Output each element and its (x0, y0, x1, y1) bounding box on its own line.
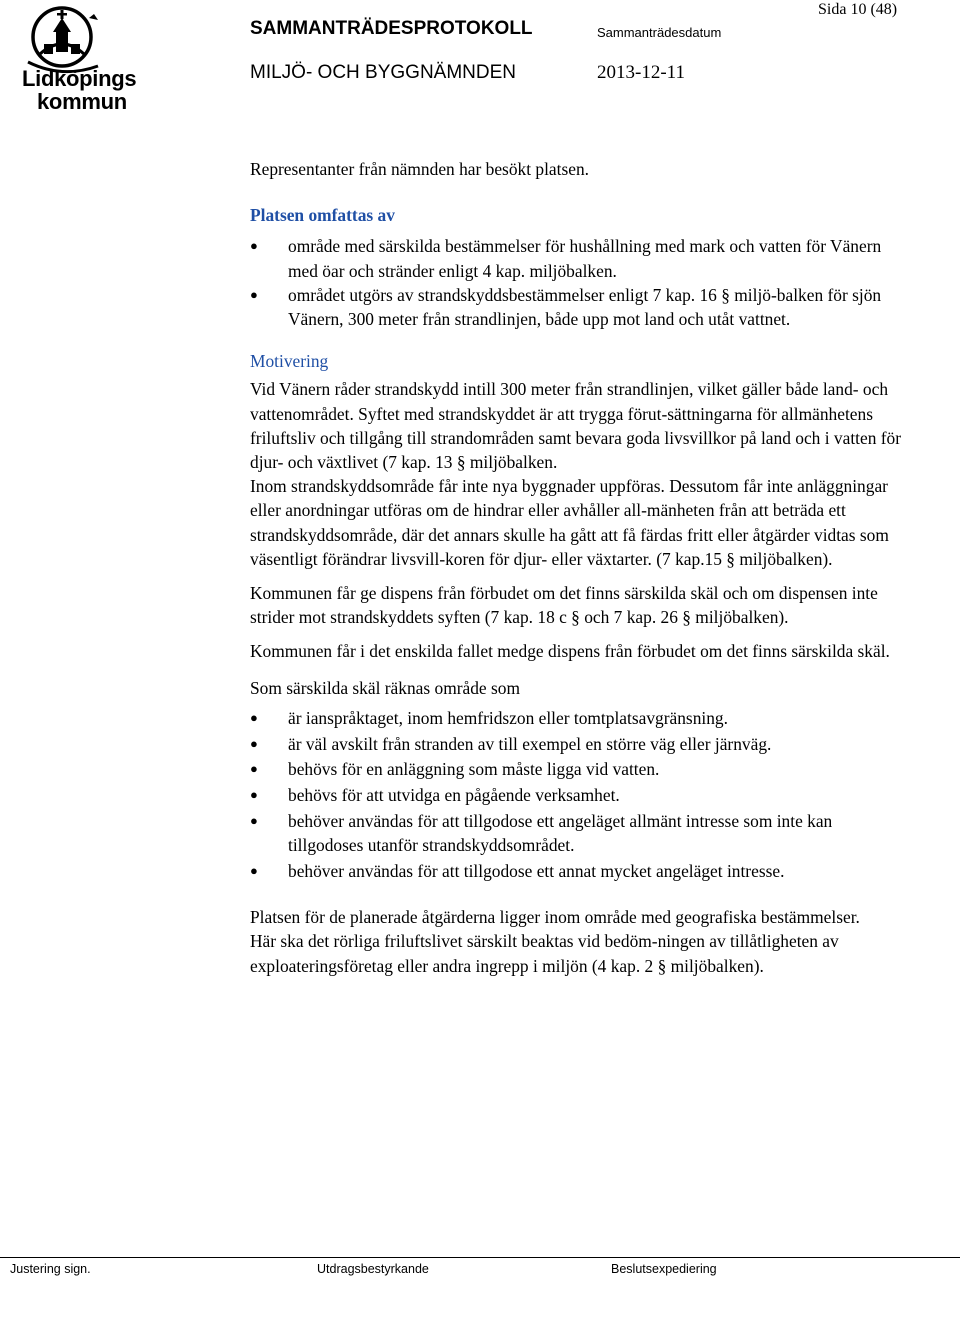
list-item: ● område med särskilda bestämmelser för hushållning med mark och vatten för Vänern med öar och stränder enligt 4 kap. miljöbalken. (250, 236, 882, 281)
motivation-heading: Motivering (250, 351, 329, 372)
page-number: Sida 10 (48) (818, 1, 898, 18)
reasons-list (250, 706, 910, 883)
logo-text-line1: Lidköpings (22, 66, 137, 91)
scope-heading: Platsen omfattas av (250, 205, 395, 226)
bullet-icon: ● (250, 863, 258, 879)
motivation-paragraph: Kommunen får i det enskilda fallet medge dispens från förbudet om det finns särskilda skäl. (250, 641, 890, 662)
scope-list (250, 234, 910, 331)
list-item: ● området utgörs av strandskyddsbestämmelser enligt 7 kap. 16 § miljö-balken för sjön Vänern, 300 meter från strandlinjen, både upp mot land och utåt vattnet. (250, 284, 882, 330)
meeting-date-label: Sammanträdesdatum (597, 25, 722, 40)
motivation-paragraph: Kommunen får ge dispens från förbudet om det finns särskilda skäl och om dispensen inte strider mot strandskyddets syften (7 kap. 18 c § och 7 kap. 26 § miljöbalken). (250, 583, 878, 628)
committee-name: MILJÖ- OCH BYGGNÄMNDEN (250, 62, 517, 83)
list-item: ● är ianspråktaget, inom hemfridszon eller tomtplatsavgränsning. (250, 706, 910, 730)
footer-dispatch-label: Beslutsexpediering (611, 1262, 717, 1276)
list-item: ● behöver användas för att tillgodose ett angeläget allmänt intresse som inte kan tillgodoses utanför strandskyddsområdet. (250, 811, 833, 856)
bullet-icon: ● (250, 735, 258, 751)
footer-sign-label: Justering sign. (10, 1262, 91, 1276)
intro-paragraph: Representanter från nämnden har besökt platsen. (250, 159, 589, 179)
bullet-icon: ● (250, 286, 258, 302)
document-title: SAMMANTRÄDESPROTOKOLL (250, 18, 533, 39)
motivation-paragraph: Vid Vänern råder strandskydd intill 300 meter från strandlinjen, vilket gäller både land- och vattenområdet. Syftet med strandskyddet är att trygga förut-sättningarna för allmänhetens friluftsliv och tillgång till strandområden samt bevara goda livsvillkor på land och i vatten för djur- och växtlivet (7 kap. 13 § miljöbalken. (250, 379, 902, 473)
conclusion-paragraph: Platsen för de planerade åtgärderna ligger inom område med geografiska bestämmelser. Här ska det rörliga friluftslivet särskilt beaktas vid bedöm-ningen av tillåtligheten av exploateringsföretag eller andra ingrepp i miljön (4 kap. 2 § miljöbalken). (250, 907, 860, 976)
document-body (250, 157, 910, 978)
motivation-paragraph: Inom strandskyddsområde får inte nya byggnader uppföras. Dessutom får inte anläggningar eller anordningar utföras om de hindrar eller avhåller all-mänheten från att beträda ett strandskyddsområde, där det annars skulle ha gått att få färdas fritt eller åtgärder vidtas som väsentligt förändrar livsvill-koren för djur- eller växtarter. (7 kap.15 § miljöbalken). (250, 476, 889, 569)
list-item: ● behöver användas för att tillgodose ett annat mycket angeläget intresse. (250, 859, 910, 883)
footer-extract-label: Utdragsbestyrkande (317, 1262, 429, 1276)
bullet-icon: ● (250, 238, 258, 254)
bullet-icon: ● (250, 813, 258, 829)
logo-text-line2: kommun (37, 89, 127, 114)
meeting-date: 2013-12-11 (597, 62, 685, 83)
municipality-logo (14, 4, 164, 112)
bullet-icon: ● (250, 709, 258, 725)
bullet-icon: ● (250, 787, 258, 803)
reasons-heading: Som särskilda skäl räknas område som (250, 677, 520, 698)
list-item: ● är väl avskilt från stranden av till exempel en större väg eller järnväg. (250, 732, 910, 756)
list-item: ● behövs för en anläggning som måste ligga vid vatten. (250, 757, 910, 781)
footer-divider (0, 1257, 960, 1258)
bullet-icon: ● (250, 761, 258, 777)
list-item: ● behövs för att utvidga en pågående verksamhet. (250, 783, 910, 807)
